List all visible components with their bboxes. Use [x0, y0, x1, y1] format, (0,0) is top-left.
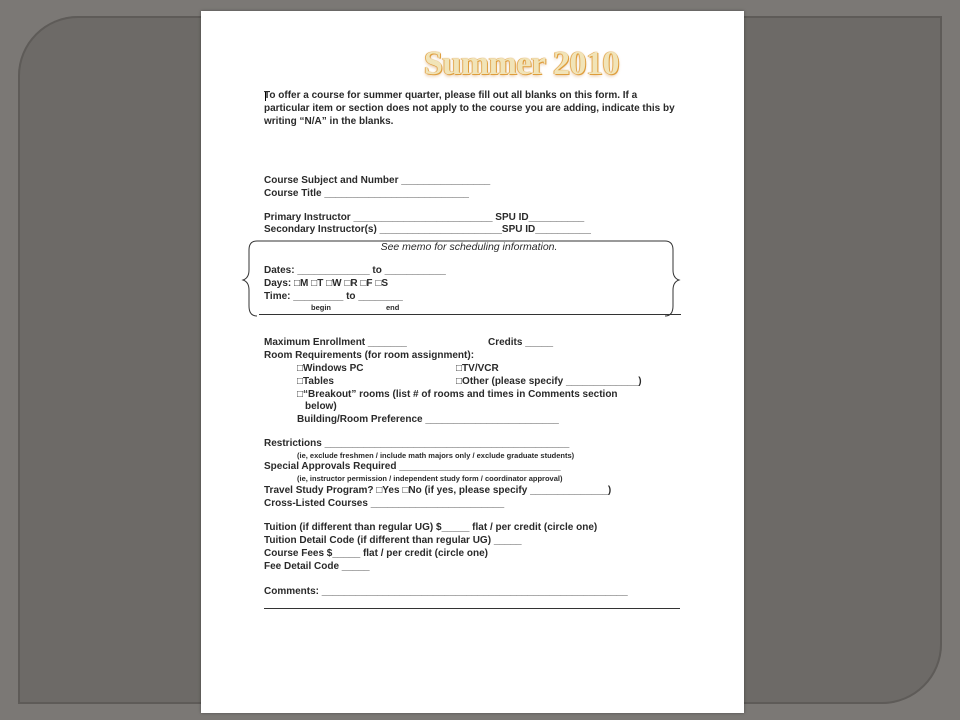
windows-pc-option: □Windows PC — [297, 363, 364, 374]
tables-option: □Tables — [297, 376, 334, 387]
max-enrollment-field: Maximum Enrollment _______ — [264, 337, 407, 348]
comments-extra-line — [264, 608, 680, 609]
restrictions-field: Restrictions ____________________________________________ — [264, 438, 570, 449]
tuition-field: Tuition (if different than regular UG) $_____ flat / per credit (circle one) — [264, 522, 598, 533]
course-title-field: Course Title __________________________ — [264, 188, 469, 199]
other-option: □Other (please specify _____________) — [456, 376, 642, 387]
time-field: Time: _________ to ________ — [264, 291, 403, 302]
breakout-option-cont: below) — [305, 401, 337, 412]
cross-listed-field: Cross-Listed Courses ________________________ — [264, 498, 505, 509]
comments-field: Comments: _______________________________________________________ — [264, 586, 628, 597]
secondary-instructor-field: Secondary Instructor(s) ______________________SPU ID__________ — [264, 224, 591, 235]
time-begin-label: begin — [311, 303, 331, 312]
page-title: Summer 2010 — [423, 45, 620, 82]
document-page — [201, 11, 744, 713]
special-approvals-field: Special Approvals Required _____________________________ — [264, 461, 561, 472]
fee-detail-field: Fee Detail Code _____ — [264, 561, 370, 572]
days-field: Days: □M □T □W □R □F □S — [264, 278, 389, 289]
building-room-field: Building/Room Preference ________________________ — [297, 414, 559, 425]
course-fees-field: Course Fees $_____ flat / per credit (circle one) — [264, 548, 488, 559]
memo-title: See memo for scheduling information. — [380, 241, 558, 253]
tv-vcr-option: □TV/VCR — [456, 363, 499, 374]
credits-field: Credits _____ — [488, 337, 554, 348]
course-subject-field: Course Subject and Number ________________ — [264, 175, 491, 186]
travel-study-field: Travel Study Program? □Yes □No (if yes, please specify ______________) — [264, 485, 612, 496]
room-requirements-label: Room Requirements (for room assignment): — [264, 350, 475, 361]
special-approvals-note: (ie, instructor permission / independent study form / coordinator approval) — [297, 474, 563, 483]
dates-field: Dates: _____________ to ___________ — [264, 265, 446, 276]
primary-instructor-field: Primary Instructor _________________________ SPU ID__________ — [264, 212, 585, 223]
intro-paragraph: To offer a course for summer quarter, please fill out all blanks on this form. If a particular item or section does not apply to the course you are adding, indicate this by writing “N/A” in the blanks. — [264, 90, 675, 127]
restrictions-note: (ie, exclude freshmen / include math majors only / exclude graduate students) — [297, 451, 575, 460]
breakout-option: □“Breakout” rooms (list # of rooms and times in Comments section — [297, 389, 618, 400]
tuition-detail-field: Tuition Detail Code (if different than regular UG) _____ — [264, 535, 522, 546]
section-divider — [259, 314, 681, 315]
time-end-label: end — [386, 303, 400, 312]
